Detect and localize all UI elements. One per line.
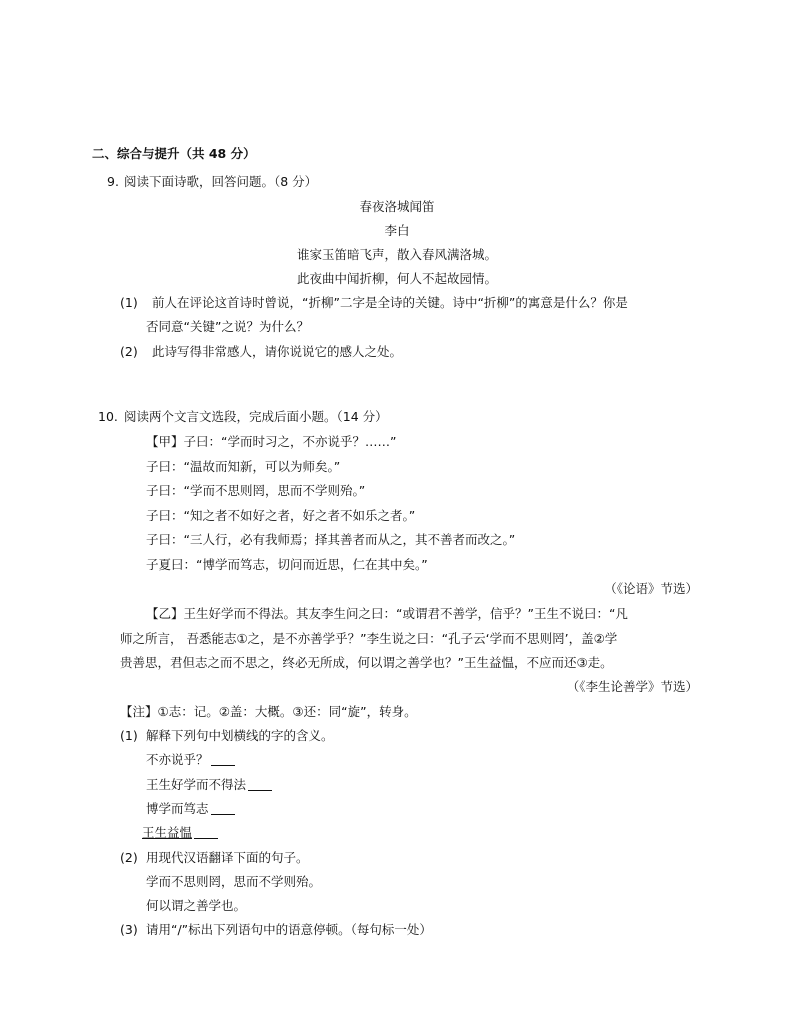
q9-sub2-text: 此诗写得非常感人，请你说说它的感人之处。 xyxy=(152,344,403,359)
jia-line: 【甲】子曰：“学而时习之，不亦说乎？……” xyxy=(146,434,397,449)
q9-sub1-text: 否同意“关键”之说？为什么？ xyxy=(146,319,309,334)
yi-line: 贵善思，君但志之而不思之，终必无所成，何以谓之善学也？”王生益愠，不应而还③走。 xyxy=(120,655,613,670)
s1-item xyxy=(146,801,235,817)
yi-source: （《李生论善学》节选） xyxy=(566,679,698,694)
q9-sub1-text: 前人在评论这首诗时曾说，“折柳”二字是全诗的关键。诗中“折柳”的寓意是什么？你是 xyxy=(152,295,628,310)
q10-number: 10. xyxy=(98,409,118,424)
s1-item-text: 不亦说乎？ xyxy=(146,752,209,767)
q9-sub1-number: (1) xyxy=(120,295,138,310)
answer-blank xyxy=(194,826,218,839)
jia-line: 子曰：“学而不思则罔，思而不学则殆。” xyxy=(146,483,366,498)
s2-item: 学而不思则罔，思而不学则殆。 xyxy=(146,874,322,889)
s1-item xyxy=(142,825,218,841)
q10-sub1-text: 解释下列句中划横线的字的含义。 xyxy=(146,728,334,743)
poem-line: 谁家玉笛暗飞声，散入春风满洛城。 xyxy=(296,247,497,262)
q10-sub3-number: (3) xyxy=(120,922,138,937)
jia-line: 子曰：“温故而知新，可以为师矣。” xyxy=(146,459,341,474)
yi-line: 【乙】王生好学而不得法。其友李生问之曰：“或谓君不善学，信乎？”王生不说曰：“凡 xyxy=(146,606,628,621)
poem-author: 李白 xyxy=(384,223,410,238)
q10-sub1-number: (1) xyxy=(120,728,138,743)
yi-line: 师之所言， 吾悉能志①之，是不亦善学乎？”李生说之曰：“孔子云‘学而不思则罔’，盖②学 xyxy=(120,631,618,646)
q10-stem: 阅读两个文言文选段，完成后面小题。（14 分） xyxy=(124,409,388,424)
jia-line: 子曰：“三人行，必有我师焉；择其善者而从之，其不善者而改之。” xyxy=(146,532,516,547)
s2-item: 何以谓之善学也。 xyxy=(146,898,247,913)
q10-sub2-text: 用现代汉语翻译下面的句子。 xyxy=(146,850,309,865)
s1-item-text: 王生益愠 xyxy=(142,825,193,840)
s1-item-text: 博学而笃志 xyxy=(146,801,209,816)
s1-item xyxy=(146,777,272,793)
poem-line: 此夜曲中闻折柳，何人不起故园情。 xyxy=(296,271,497,286)
s1-item xyxy=(146,752,235,768)
s1-item-text: 王生好学而不得法 xyxy=(146,777,247,792)
answer-blank xyxy=(211,753,235,766)
jia-source: （《论语》节选） xyxy=(604,581,698,596)
q9-number: 9. xyxy=(107,174,119,189)
section-title: 二、综合与提升（共 48 分） xyxy=(92,146,256,161)
q9-sub2-number: (2) xyxy=(120,344,138,359)
poem-title: 春夜洛城闻笛 xyxy=(359,199,435,214)
q10-sub3-text: 请用“/”标出下列语句中的语意停顿。（每句标一处） xyxy=(146,922,432,937)
answer-blank xyxy=(211,802,235,815)
jia-line: 子夏曰：“博学而笃志，切问而近思，仁在其中矣。” xyxy=(146,557,428,572)
jia-line: 子曰：“知之者不如好之者，好之者不如乐之者。” xyxy=(146,508,416,523)
q9-stem: 阅读下面诗歌，回答问题。（8 分） xyxy=(124,174,318,189)
note: 【注】①志：记。②盖：大概。③还：同“旋”，转身。 xyxy=(120,704,417,719)
answer-blank xyxy=(248,778,272,791)
q10-sub2-number: (2) xyxy=(120,850,138,865)
